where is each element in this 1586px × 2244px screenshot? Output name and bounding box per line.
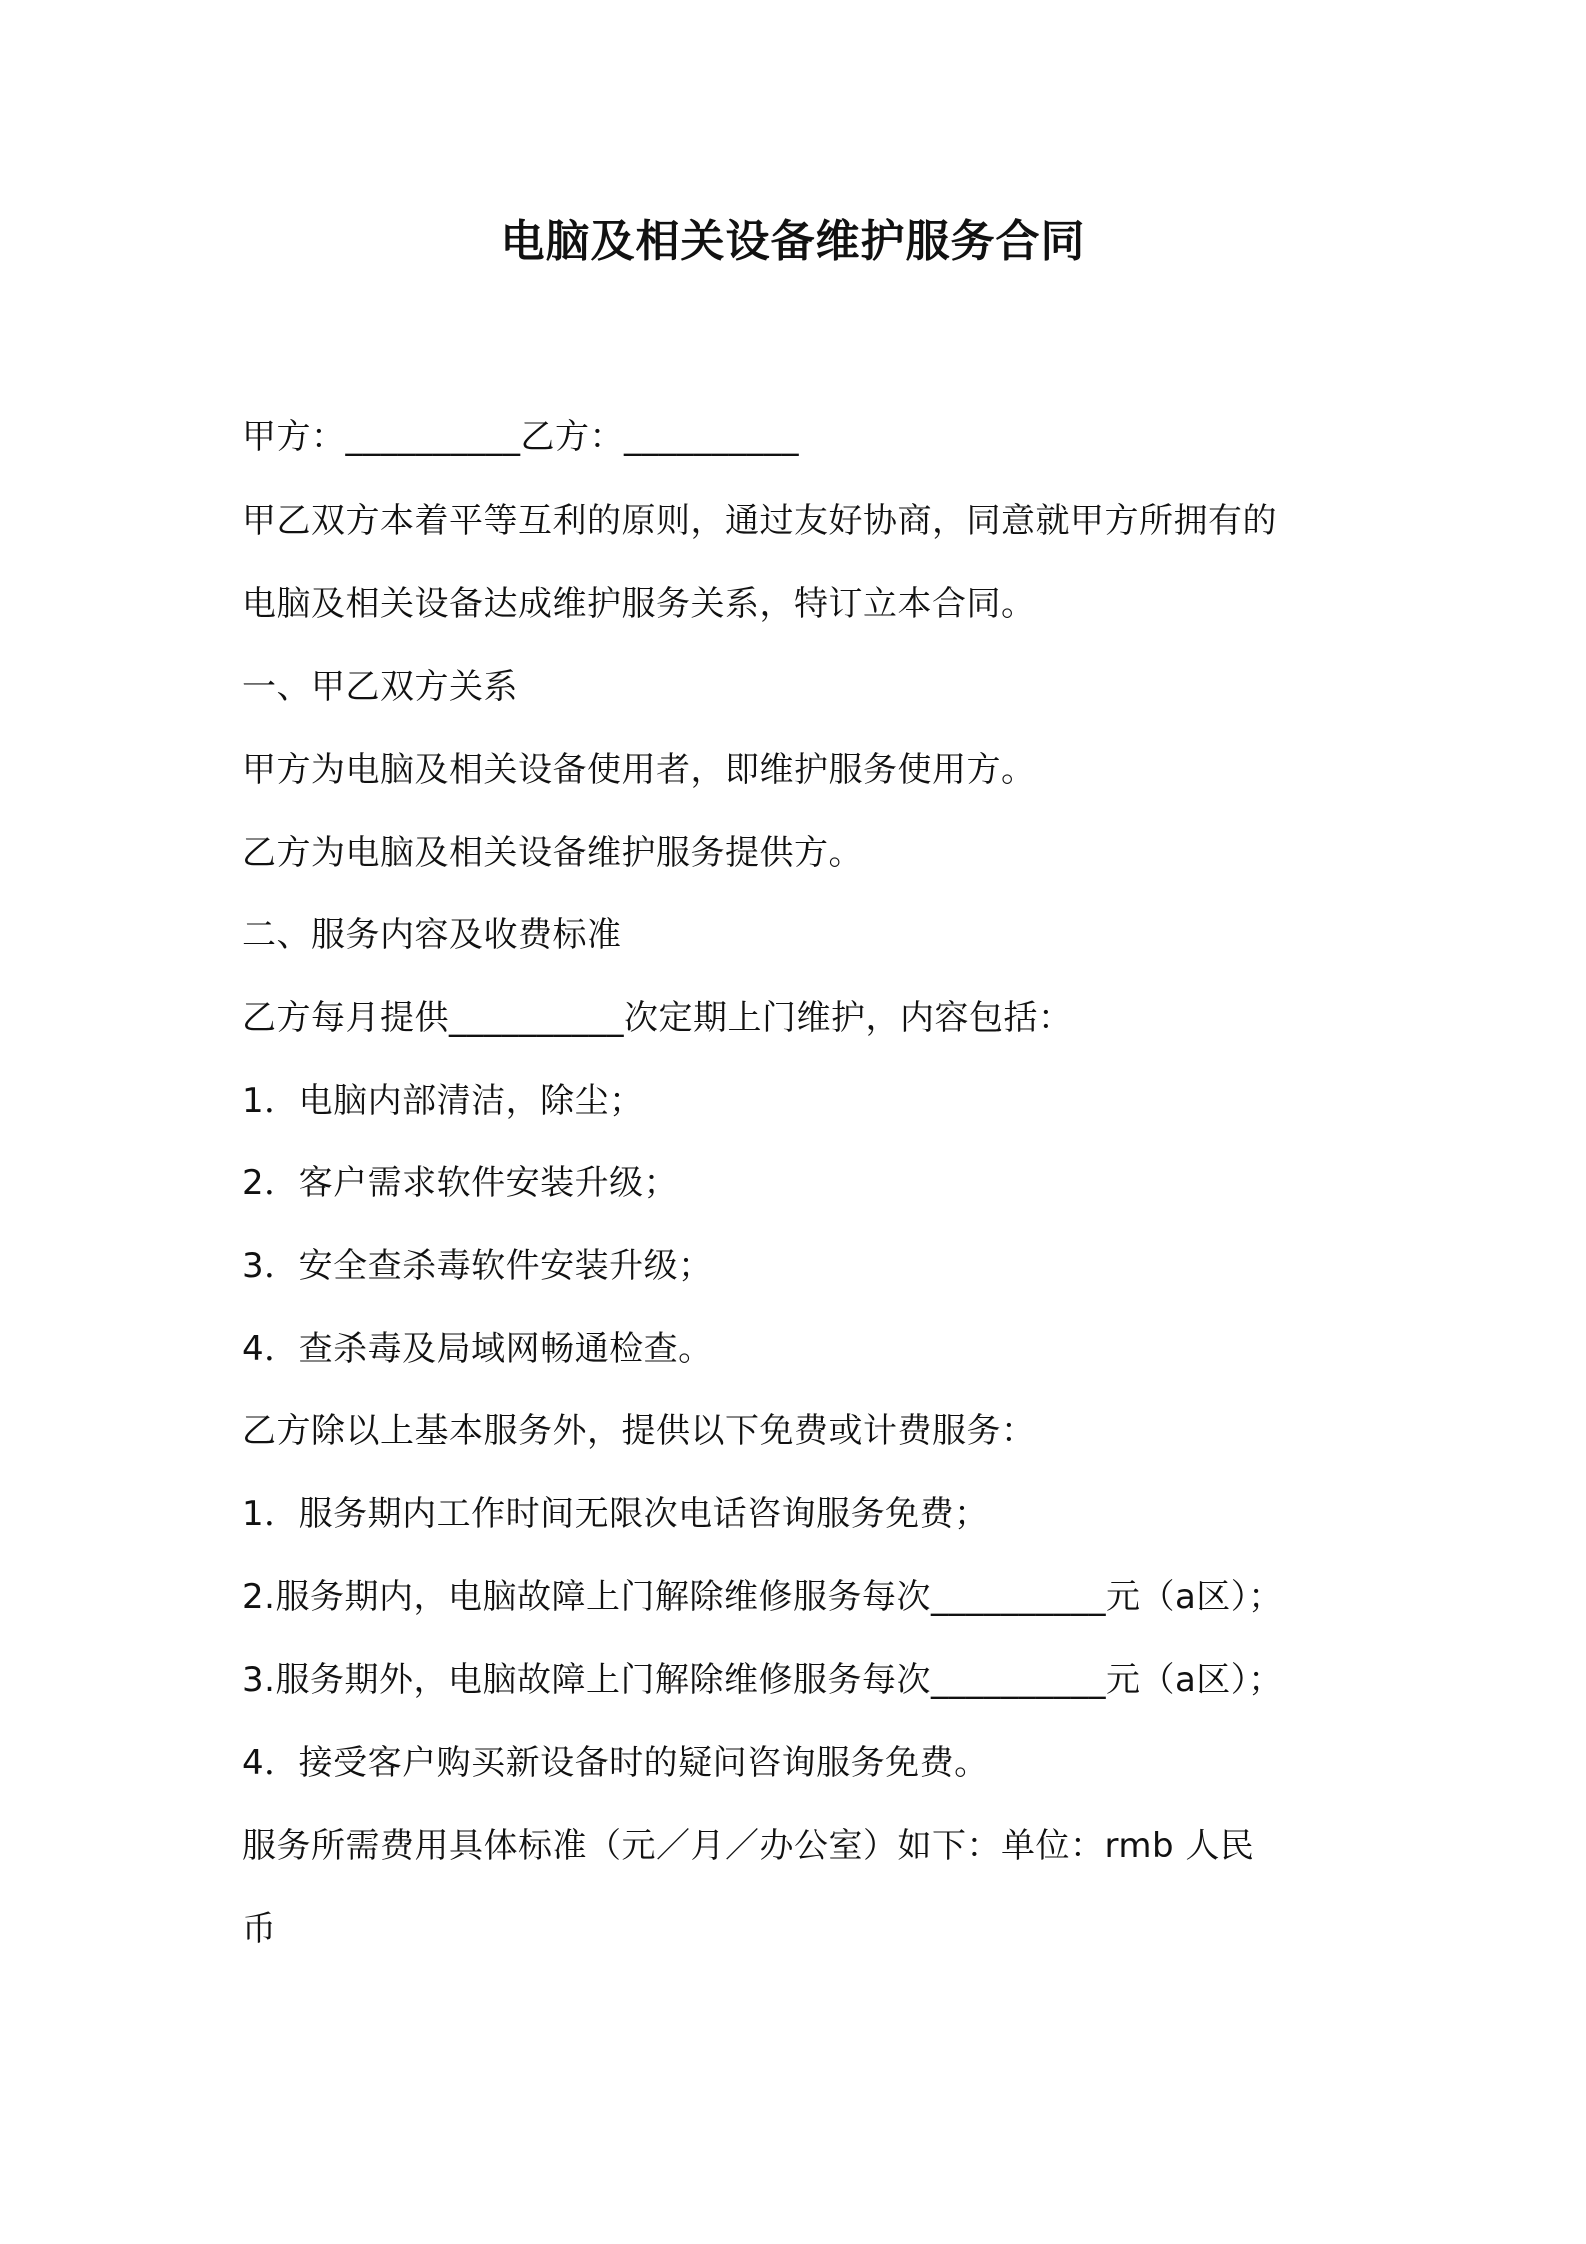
list-item: 1．电脑内部清洁，除尘；: [242, 1081, 644, 1121]
section-heading-2: 二、服务内容及收费标准: [242, 915, 622, 955]
paragraph-line: 币: [242, 1909, 277, 1949]
parties-line: 甲方：__________乙方：__________: [242, 417, 799, 457]
list-item: 1．服务期内工作时间无限次电话咨询服务免费；: [242, 1494, 989, 1534]
list-item: 2.服务期内，电脑故障上门解除维修服务每次__________元（a区）；: [242, 1577, 1283, 1617]
paragraph-line: 乙方每月提供__________次定期上门维护，内容包括：: [242, 998, 1073, 1038]
list-item: 3．安全查杀毒软件安装升级；: [242, 1246, 713, 1286]
preamble-line-2: 电脑及相关设备达成维护服务关系，特订立本合同。: [242, 584, 1036, 624]
paragraph-line: 乙方除以上基本服务外，提供以下免费或计费服务：: [242, 1411, 1036, 1451]
list-item: 2．客户需求软件安装升级；: [242, 1163, 679, 1203]
paragraph-line: 乙方为电脑及相关设备维护服务提供方。: [242, 833, 863, 873]
list-item: 4．接受客户购买新设备时的疑问咨询服务免费。: [242, 1743, 989, 1783]
list-item: 3.服务期外，电脑故障上门解除维修服务每次__________元（a区）；: [242, 1660, 1283, 1700]
document-title: 电脑及相关设备维护服务合同: [500, 216, 1086, 267]
list-item: 4．查杀毒及局域网畅通检查。: [242, 1329, 713, 1369]
preamble-line-1: 甲乙双方本着平等互利的原则，通过友好协商，同意就甲方所拥有的: [242, 501, 1277, 541]
paragraph-line: 甲方为电脑及相关设备使用者，即维护服务使用方。: [242, 750, 1036, 790]
paragraph-line: 服务所需费用具体标准（元／月／办公室）如下：单位：rmb 人民: [242, 1826, 1255, 1866]
section-heading-1: 一、甲乙双方关系: [242, 667, 518, 707]
